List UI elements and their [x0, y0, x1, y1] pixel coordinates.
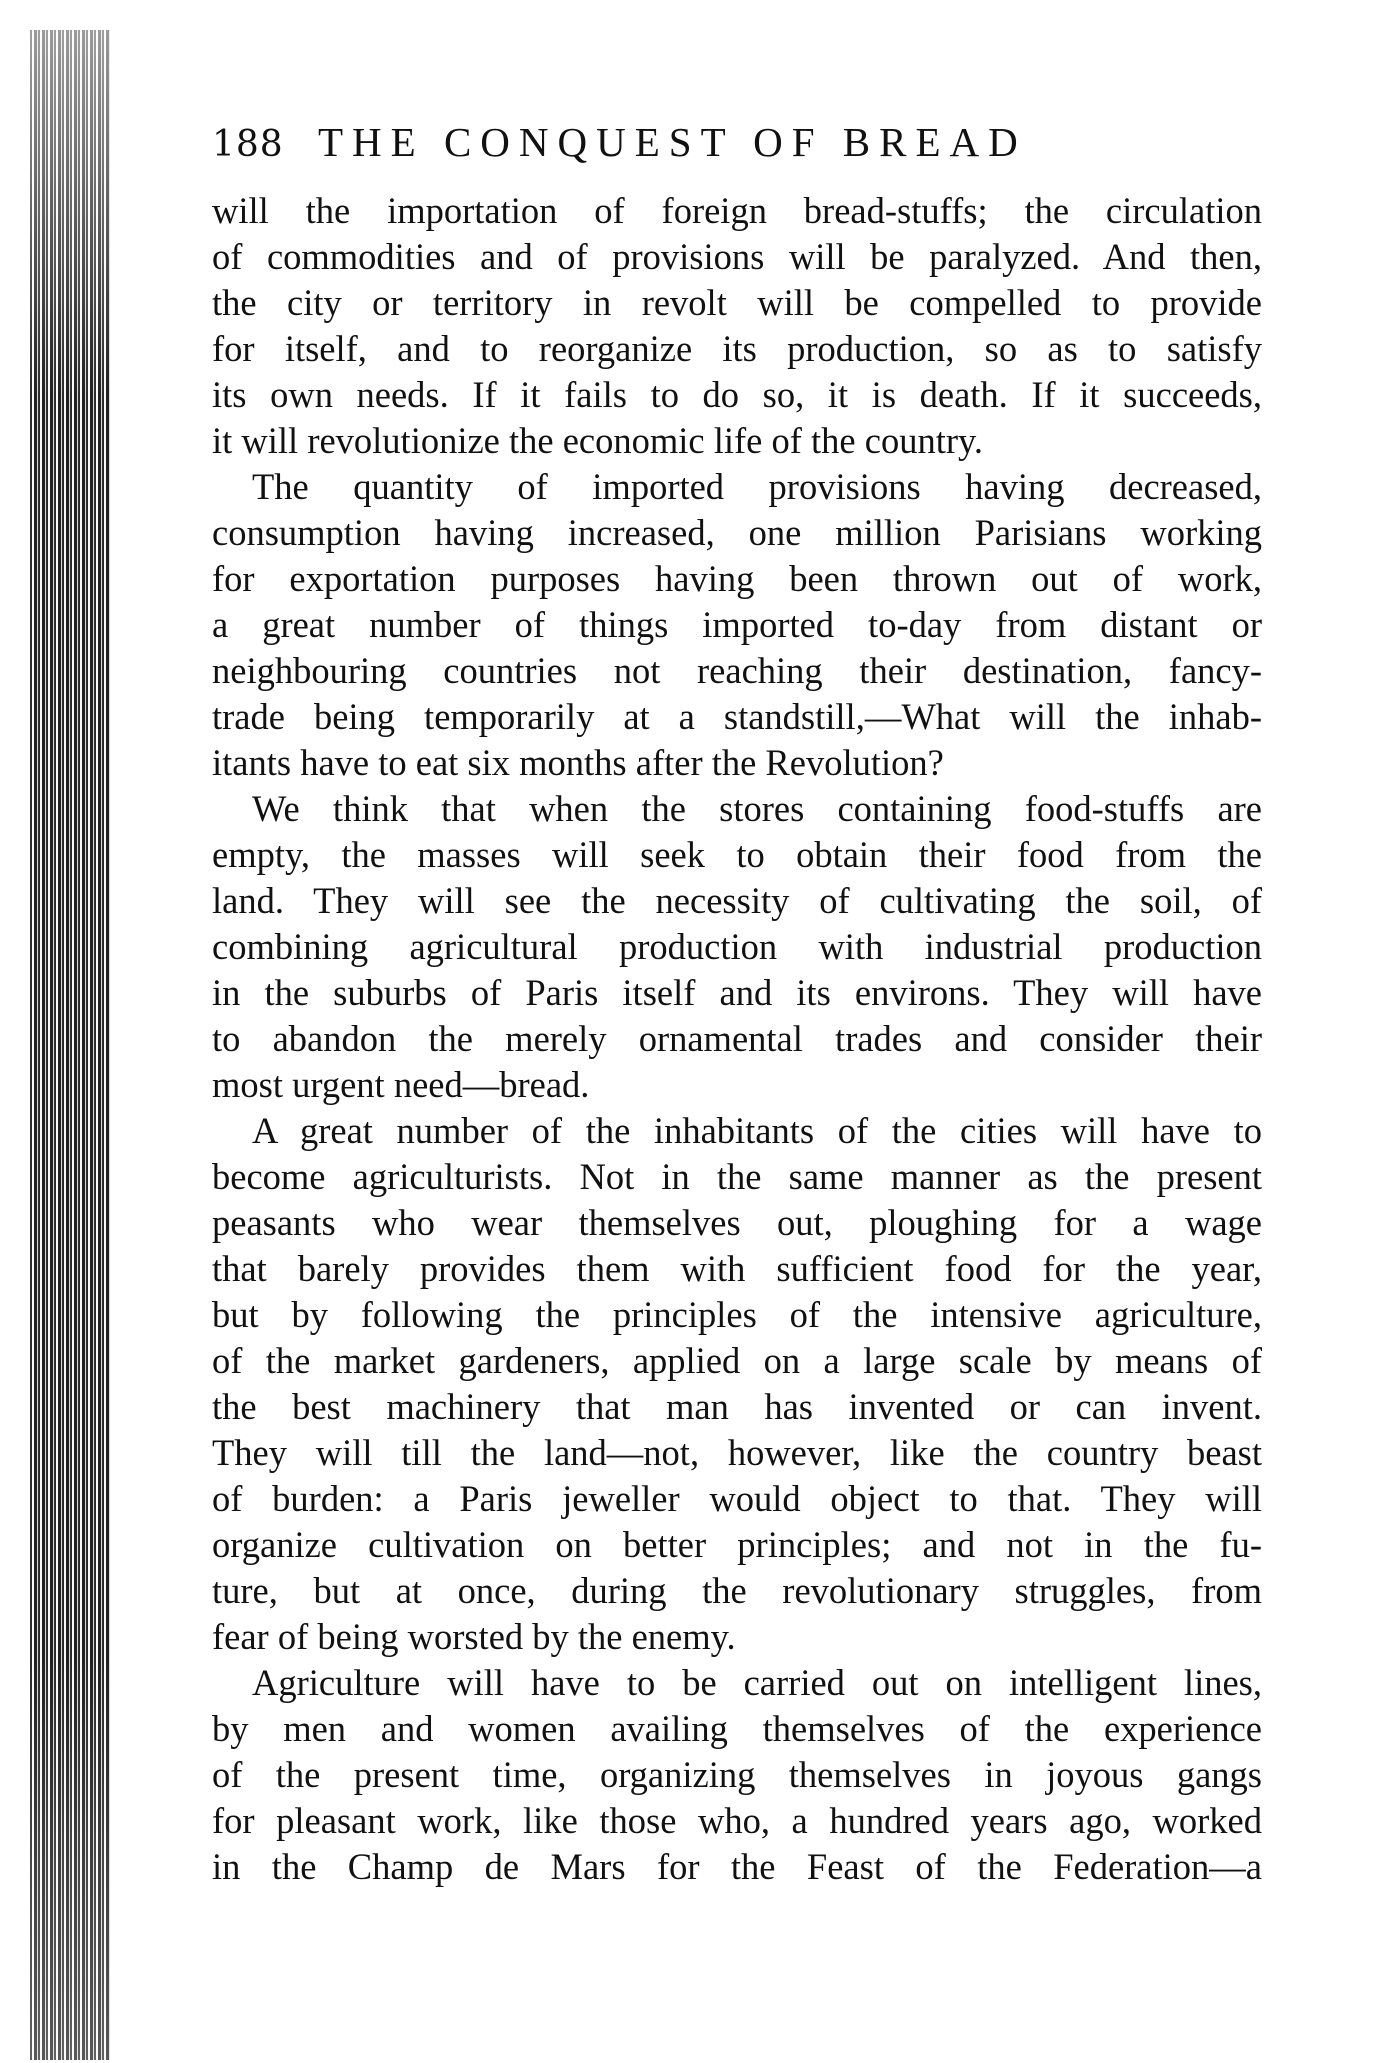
paragraph-2 [212, 464, 1272, 786]
text-line: of commodities and of provisions will be paralyzed. And then, [212, 236, 1262, 277]
paragraph-5 [212, 1660, 1272, 1890]
text-line: ture, but at once, during the revolutionary struggles, from [212, 1570, 1262, 1611]
text-line: The quantity of imported provisions having decreased, [252, 466, 1262, 507]
text-line: will the importation of foreign bread-stuffs; the circulation [212, 190, 1262, 231]
book-page [212, 118, 1272, 1890]
text-line: it will revolutionize the economic life of the country. [212, 420, 983, 461]
text-line: but by following the principles of the intensive agriculture, [212, 1294, 1262, 1335]
text-line: its own needs. If it fails to do so, it is death. If it succeeds, [212, 374, 1262, 415]
text-line: in the Champ de Mars for the Feast of the Federation—a [212, 1846, 1262, 1887]
text-line: for itself, and to reorganize its production, so as to satisfy [212, 328, 1262, 369]
text-line: peasants who wear themselves out, ploughing for a wage [212, 1202, 1262, 1243]
text-line: for pleasant work, like those who, a hundred years ago, worked [212, 1800, 1262, 1841]
text-line: organize cultivation on better principles; and not in the fu- [212, 1524, 1262, 1565]
text-line: the city or territory in revolt will be compelled to provide [212, 282, 1262, 323]
text-line: to abandon the merely ornamental trades and consider their [212, 1018, 1262, 1059]
paragraph-1 [212, 188, 1272, 464]
text-line: land. They will see the necessity of cultivating the soil, of [212, 880, 1262, 921]
text-line: consumption having increased, one million Parisians working [212, 512, 1262, 553]
running-head [212, 118, 1272, 182]
text-line: empty, the masses will seek to obtain their food from the [212, 834, 1262, 875]
text-line: of the present time, organizing themselves in joyous gangs [212, 1754, 1262, 1795]
paragraph-4 [212, 1108, 1272, 1660]
running-title: THE CONQUEST OF BREAD [318, 119, 1027, 165]
text-line: fear of being worsted by the enemy. [212, 1616, 736, 1657]
text-line: of the market gardeners, applied on a large scale by means of [212, 1340, 1262, 1381]
text-line: They will till the land—not, however, like the country beast [212, 1432, 1262, 1473]
text-line: for exportation purposes having been thrown out of work, [212, 558, 1262, 599]
text-line: combining agricultural production with industrial production [212, 926, 1262, 967]
text-line: itants have to eat six months after the Revolution? [212, 742, 944, 783]
text-line: Agriculture will have to be carried out on intelligent lines, [252, 1662, 1262, 1703]
text-line: most urgent need—bread. [212, 1064, 590, 1105]
page-number: 188 [212, 124, 284, 165]
text-line: neighbouring countries not reaching their destination, fancy- [212, 650, 1262, 691]
text-line: that barely provides them with sufficient food for the year, [212, 1248, 1262, 1289]
text-line: A great number of the inhabitants of the cities will have to [252, 1110, 1262, 1151]
binding-shadow [30, 30, 110, 2060]
text-line: trade being temporarily at a standstill,—What will the inhab- [212, 696, 1262, 737]
text-line: a great number of things imported to-day from distant or [212, 604, 1262, 645]
paragraph-3 [212, 786, 1272, 1108]
text-line: become agriculturists. Not in the same manner as the present [212, 1156, 1262, 1197]
text-line: by men and women availing themselves of the experience [212, 1708, 1262, 1749]
text-line: of burden: a Paris jeweller would object to that. They will [212, 1478, 1262, 1519]
text-line: We think that when the stores containing food-stuffs are [252, 788, 1262, 829]
text-line: in the suburbs of Paris itself and its environs. They will have [212, 972, 1262, 1013]
text-line: the best machinery that man has invented or can invent. [212, 1386, 1262, 1427]
